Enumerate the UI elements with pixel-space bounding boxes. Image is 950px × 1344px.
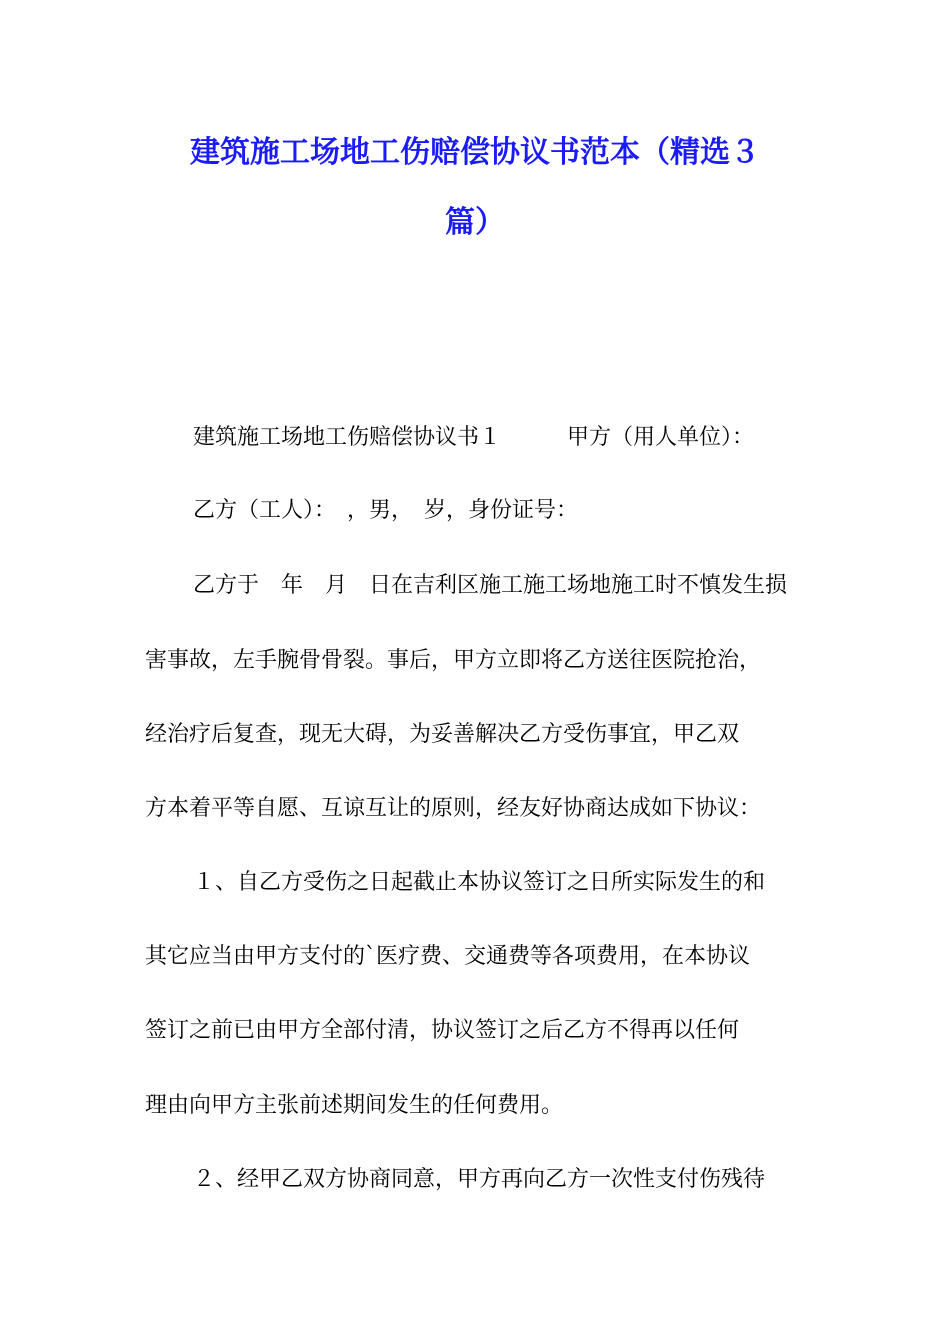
document-title-line-1: 建筑施工场地工伤赔偿协议书范本（精选３ [190, 135, 760, 170]
body-line-2: 乙方（工人）： ，男， 岁，身份证号： [193, 498, 579, 523]
body-line-9: 签订之前已由甲方全部付清，协议签订之后乙方不得再以任何 [145, 1018, 740, 1043]
document-title-line-2: 篇） [445, 205, 505, 240]
body-line-7: １、自乙方受伤之日起截止本协议签订之日所实际发生的和 [193, 870, 766, 895]
body-line-8: 其它应当由甲方支付的`医疗费、交通费等各项费用，在本协议 [145, 944, 751, 969]
body-line-6: 方本着平等自愿、互谅互让的原则，经友好协商达成如下协议： [145, 796, 762, 821]
body-line-11: ２、经甲乙双方协商同意，甲方再向乙方一次性支付伤残待 [193, 1167, 766, 1192]
body-line-3: 乙方于 年 月 日在吉利区施工施工场地施工时不慎发生损 [193, 573, 788, 598]
body-line-1: 建筑施工场地工伤赔偿协议书１ 甲方（用人单位）： [193, 425, 755, 450]
body-line-10: 理由向甲方主张前述期间发生的任何费用。 [145, 1093, 564, 1118]
body-line-4: 害事故，左手腕骨骨裂。事后，甲方立即将乙方送往医院抢治， [145, 648, 762, 673]
body-line-5: 经治疗后复查，现无大碍，为妥善解决乙方受伤事宜，甲乙双 [145, 722, 740, 747]
